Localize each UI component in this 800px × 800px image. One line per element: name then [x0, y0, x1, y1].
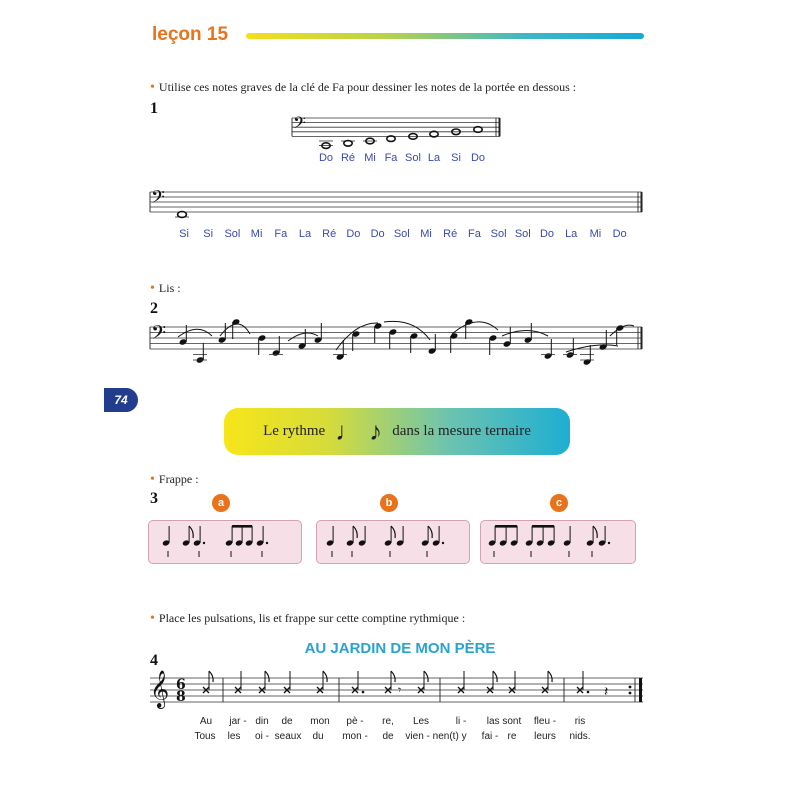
lesson-title: leçon 15	[152, 24, 229, 45]
repeat-dot	[629, 686, 632, 689]
lyric-syllable: pè -	[346, 716, 364, 727]
time-signature-bottom: 8	[176, 689, 186, 705]
flag	[265, 671, 269, 682]
note-name: Sol	[405, 152, 421, 164]
note-name: Si	[203, 228, 214, 240]
bullet-icon: •	[150, 281, 155, 296]
note-name: Do	[318, 152, 334, 164]
lyric-syllable: ris	[574, 716, 586, 727]
note-name: Mi	[420, 228, 432, 240]
bass-clef-icon: 𝄢	[151, 187, 165, 213]
quarter-note-icon: ♩	[335, 416, 362, 446]
label-c: c	[550, 494, 568, 512]
treble-clef-icon: 𝄞	[150, 669, 170, 708]
note-name: Mi	[364, 152, 376, 164]
note-name: Si	[451, 152, 461, 164]
note-name: Ré	[322, 228, 337, 240]
lyric-syllable: Les	[412, 716, 430, 727]
note-name: Ré	[340, 152, 356, 164]
flag	[189, 526, 193, 538]
banner-prefix: Le rythme	[263, 423, 326, 439]
slur	[288, 333, 318, 341]
flag	[428, 526, 432, 538]
final-barline	[639, 678, 642, 702]
flag	[391, 526, 395, 538]
lyric-syllable: oi -	[255, 731, 269, 742]
label-b: b	[380, 494, 398, 512]
lyric-syllable: Tous	[194, 731, 216, 742]
exercise4-number: 4	[150, 652, 158, 669]
lyric-syllable: Au	[199, 716, 213, 727]
note-name: Sol	[514, 228, 531, 240]
bass-clef-icon: 𝄢	[151, 320, 167, 349]
repeat-dot	[629, 692, 632, 695]
slur	[220, 324, 250, 336]
page-number-tab: 74	[104, 388, 138, 412]
eighth-note-icon: ♪	[369, 416, 383, 446]
dot	[266, 542, 268, 544]
exercise3-instruction-text: Frappe :	[158, 472, 199, 486]
eighth-rest-icon: 𝄾	[398, 683, 402, 697]
note-name: La	[565, 228, 578, 240]
exercise2-instruction-text: Lis :	[158, 281, 181, 295]
note-name: La	[427, 152, 441, 164]
flag	[424, 671, 428, 682]
note-name: Sol	[393, 228, 410, 240]
beam	[495, 525, 517, 528]
note-name: Do	[539, 228, 555, 240]
lyric-syllable: re,	[382, 716, 394, 727]
dot	[203, 542, 205, 544]
flag	[391, 671, 395, 682]
flag	[593, 526, 597, 538]
lyric-syllable: mon -	[342, 731, 368, 742]
slur	[502, 331, 548, 337]
exercise1-number: 1	[150, 100, 158, 117]
lyric-syllable: nids.	[569, 731, 591, 742]
note-name: Sol	[490, 228, 507, 240]
dot	[362, 691, 365, 694]
flag	[493, 671, 497, 682]
song-title: AU JARDIN DE MON PÈRE	[304, 640, 496, 657]
bullet-icon: •	[150, 611, 155, 626]
time-signature-top: 6	[176, 677, 186, 693]
lyric-syllable: li -	[455, 716, 467, 727]
lyric-syllable: seaux	[274, 731, 302, 742]
beam	[532, 525, 554, 528]
note-name: Sol	[224, 228, 241, 240]
lyric-syllable: les	[227, 731, 241, 742]
label-a: a	[212, 494, 230, 512]
note-name: Fa	[467, 228, 481, 240]
note-name: Do	[612, 228, 627, 240]
note-name: Mi	[250, 228, 263, 240]
exercise4-instruction-text: Place les pulsations, lis et frappe sur cette comptine rythmique :	[158, 611, 466, 625]
exercise3-number: 3	[150, 490, 158, 507]
note-name: Do	[346, 228, 361, 240]
flag	[209, 671, 213, 682]
lyric-syllable: de	[382, 731, 394, 742]
flag	[323, 671, 327, 682]
note-name: La	[298, 228, 312, 240]
lyric-syllable: de	[281, 716, 293, 727]
dot	[442, 542, 444, 544]
exercise1-instruction-text: Utilise ces notes graves de la clé de Fa pour dessiner les notes de la portée en dessous :	[158, 80, 577, 94]
note-name: Ré	[443, 228, 458, 240]
note-name: Mi	[589, 228, 602, 240]
dot	[587, 691, 590, 694]
flag	[548, 671, 552, 682]
exercise2-number: 2	[150, 300, 158, 317]
note-name: Do	[470, 152, 486, 164]
lyric-syllable: mon	[310, 716, 330, 727]
note-name: Do	[370, 228, 385, 240]
bass-clef-icon: 𝄢	[293, 113, 306, 137]
banner-suffix: dans la mesure ternaire	[392, 423, 531, 439]
lyric-syllable: re	[507, 731, 517, 742]
lyric-syllable: leurs	[534, 731, 556, 742]
dot	[608, 542, 610, 544]
bullet-icon: •	[150, 472, 155, 487]
slur	[178, 329, 212, 337]
note-name: Fa	[384, 152, 398, 164]
beam	[232, 525, 252, 528]
note-name: Si	[179, 228, 189, 240]
lyric-syllable: fai -	[481, 731, 499, 742]
lyric-syllable: du	[312, 731, 324, 742]
lyric-syllable: vien - nen(t) y	[405, 731, 467, 742]
flag	[353, 526, 357, 538]
lyric-syllable: fleu -	[533, 716, 557, 727]
note-name: Fa	[274, 228, 288, 240]
lyric-syllable: din	[255, 716, 269, 727]
lyric-syllable: las sont	[486, 716, 522, 727]
quarter-rest-icon: 𝄽	[604, 684, 609, 700]
lyric-syllable: jar -	[229, 716, 247, 727]
bullet-icon: •	[150, 80, 155, 95]
